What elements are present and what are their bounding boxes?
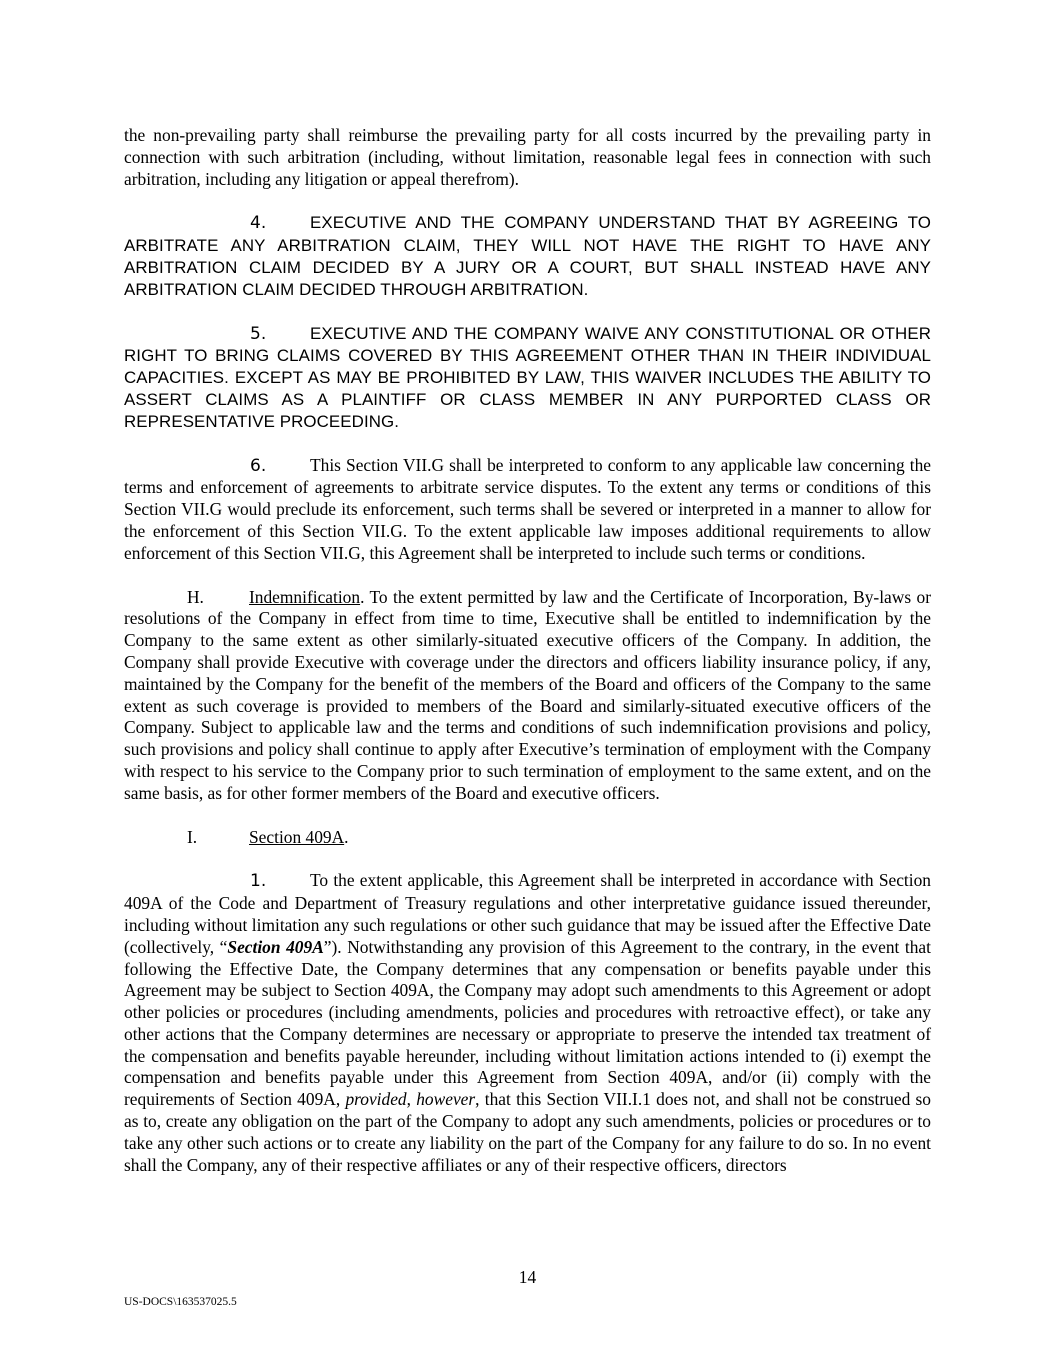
paragraph-1-text-b: ”). Notwithstanding any provision of this Agreement to the contrary, in the event that following the Effective Date, the Company determines that any compensation or benefits payable under this Agreement may be subject to Section 409A, the Company may adopt such amendments to this Agreement or adopt other policies or procedures (including amendments, policies and procedures with retroactive effect), or take any other actions that the Company determines are necessary or appropriate to preserve the intended tax treatment of the compensation and benefits payable hereunder, including without limitation actions intended to (i) exempt the compensation and benefits payable under this Agreement from Section 409A, and/or (ii) comply with the requirements of Section 409A, <box>124 936 931 1110</box>
paragraph-1-comma: , <box>406 1089 417 1110</box>
paragraph-5-number: 5. <box>250 323 267 344</box>
however-term: however <box>416 1089 476 1110</box>
defined-term-section-409a: Section 409A <box>227 936 324 957</box>
page-number: 14 <box>518 1267 537 1287</box>
paragraph-6-text: This Section VII.G shall be interpreted to conform to any applicable law concerning the terms and enforcement of agreements to arbitrate service disputes. To the extent any terms or conditions of this Section VII.G would preclude its enforcement, such terms shall be severed or interpreted in a manner to allow for the enforcement of this Section VII.G. To the extent applicable law imposes additional requirements to allow enforcement of this Section VII.G, this Agreement shall be interpreted to include such terms or conditions. <box>124 454 931 563</box>
paragraph-5-text: EXECUTIVE AND THE COMPANY WAIVE ANY CONSTITUTIONAL OR OTHER RIGHT TO BRING CLAIMS COVERED BY THIS AGREEMENT OTHER THAN IN THEIR INDIVIDUAL CAPACITIES. EXCEPT AS MAY BE PROHIBITED BY LAW, THIS WAIVER INCLUDES THE ABILITY TO ASSERT CLAIMS AS A PLAINTIFF OR CLASS MEMBER IN ANY PURPORTED CLASS OR REPRESENTATIVE PROCEEDING. <box>124 323 931 431</box>
paragraph-4-number: 4. <box>250 213 267 234</box>
paragraph-1-number: 1. <box>250 871 267 892</box>
paragraph-1-text-a: To the extent applicable, this Agreement shall be interpreted in accordance with Section 409A of the Code and Department of Treasury regulations and other interpretative guidance issued thereunder, including without limitation any such regulations or other such guidance that may be issued after the Effective Date (collectively, “ <box>124 870 931 957</box>
paragraph-4-text: EXECUTIVE AND THE COMPANY UNDERSTAND THAT BY AGREEING TO ARBITRATE ANY ARBITRATION CLAIM, THEY WILL NOT HAVE THE RIGHT TO HAVE ANY ARBITRATION CLAIM DECIDED BY A JURY OR A COURT, BUT SHALL INSTEAD HAVE ANY ARBITRATION CLAIM DECIDED THROUGH ARBITRATION. <box>124 213 931 299</box>
paragraph-1 <box>124 870 931 1176</box>
document-id: US-DOCS\163537025.5 <box>124 1296 237 1308</box>
section-i-period: . <box>344 826 349 847</box>
paragraph-5 <box>124 323 931 433</box>
section-h-indemnification <box>124 587 931 805</box>
paragraph-4 <box>124 212 931 300</box>
document-page <box>124 125 931 1198</box>
paragraph-6 <box>124 455 931 565</box>
paragraph-continuation: the non-prevailing party shall reimburse the prevailing party for all costs incurred by the prevailing party in connection with such arbitration (including, without limitation, reasonable legal fees in connection with such arbitration, including any litigation or appeal therefrom). <box>124 125 931 189</box>
section-i-letter: I. <box>187 826 198 847</box>
provided-term: provided <box>345 1089 407 1110</box>
section-i-heading-line <box>124 827 931 849</box>
paragraph-1-text-c: , that this Section VII.I.1 does not, and shall not be construed so as to, create any obligation on the part of the Company to adopt any such amendments, policies or procedures or to take any other such actions or to create any liability on the part of the Company for any failure to do so. In no event shall the Company, any of their respective affiliates or any of their respective officers, directors <box>124 1089 931 1175</box>
section-i-heading: Section 409A <box>249 826 345 847</box>
section-h-letter: H. <box>187 586 204 607</box>
section-h-text: . To the extent permitted by law and the Certificate of Incorporation, By-laws or resolutions of the Company in effect from time to time, Executive shall be entitled to indemnification by the Company to the same extent as other similarly-situated executive officers of the Company. In addition, the Company shall provide Executive with coverage under the directors and officers liability insurance policy, if any, maintained by the Company for the benefit of the members of the Board and officers of the Company to the same extent as such coverage is provided to members of the Board and similarly-situated executive officers of the Company. Subject to applicable law and the terms and conditions of such indemnification provisions and policy, such provisions and policy shall continue to apply after Executive’s termination of employment with the Company with respect to his service to the Company prior to such termination of employment to the same extent, and on the same basis, as for other former members of the Board and executive officers. <box>124 586 931 803</box>
paragraph-6-number: 6. <box>250 455 267 476</box>
section-h-heading: Indemnification <box>249 586 361 607</box>
